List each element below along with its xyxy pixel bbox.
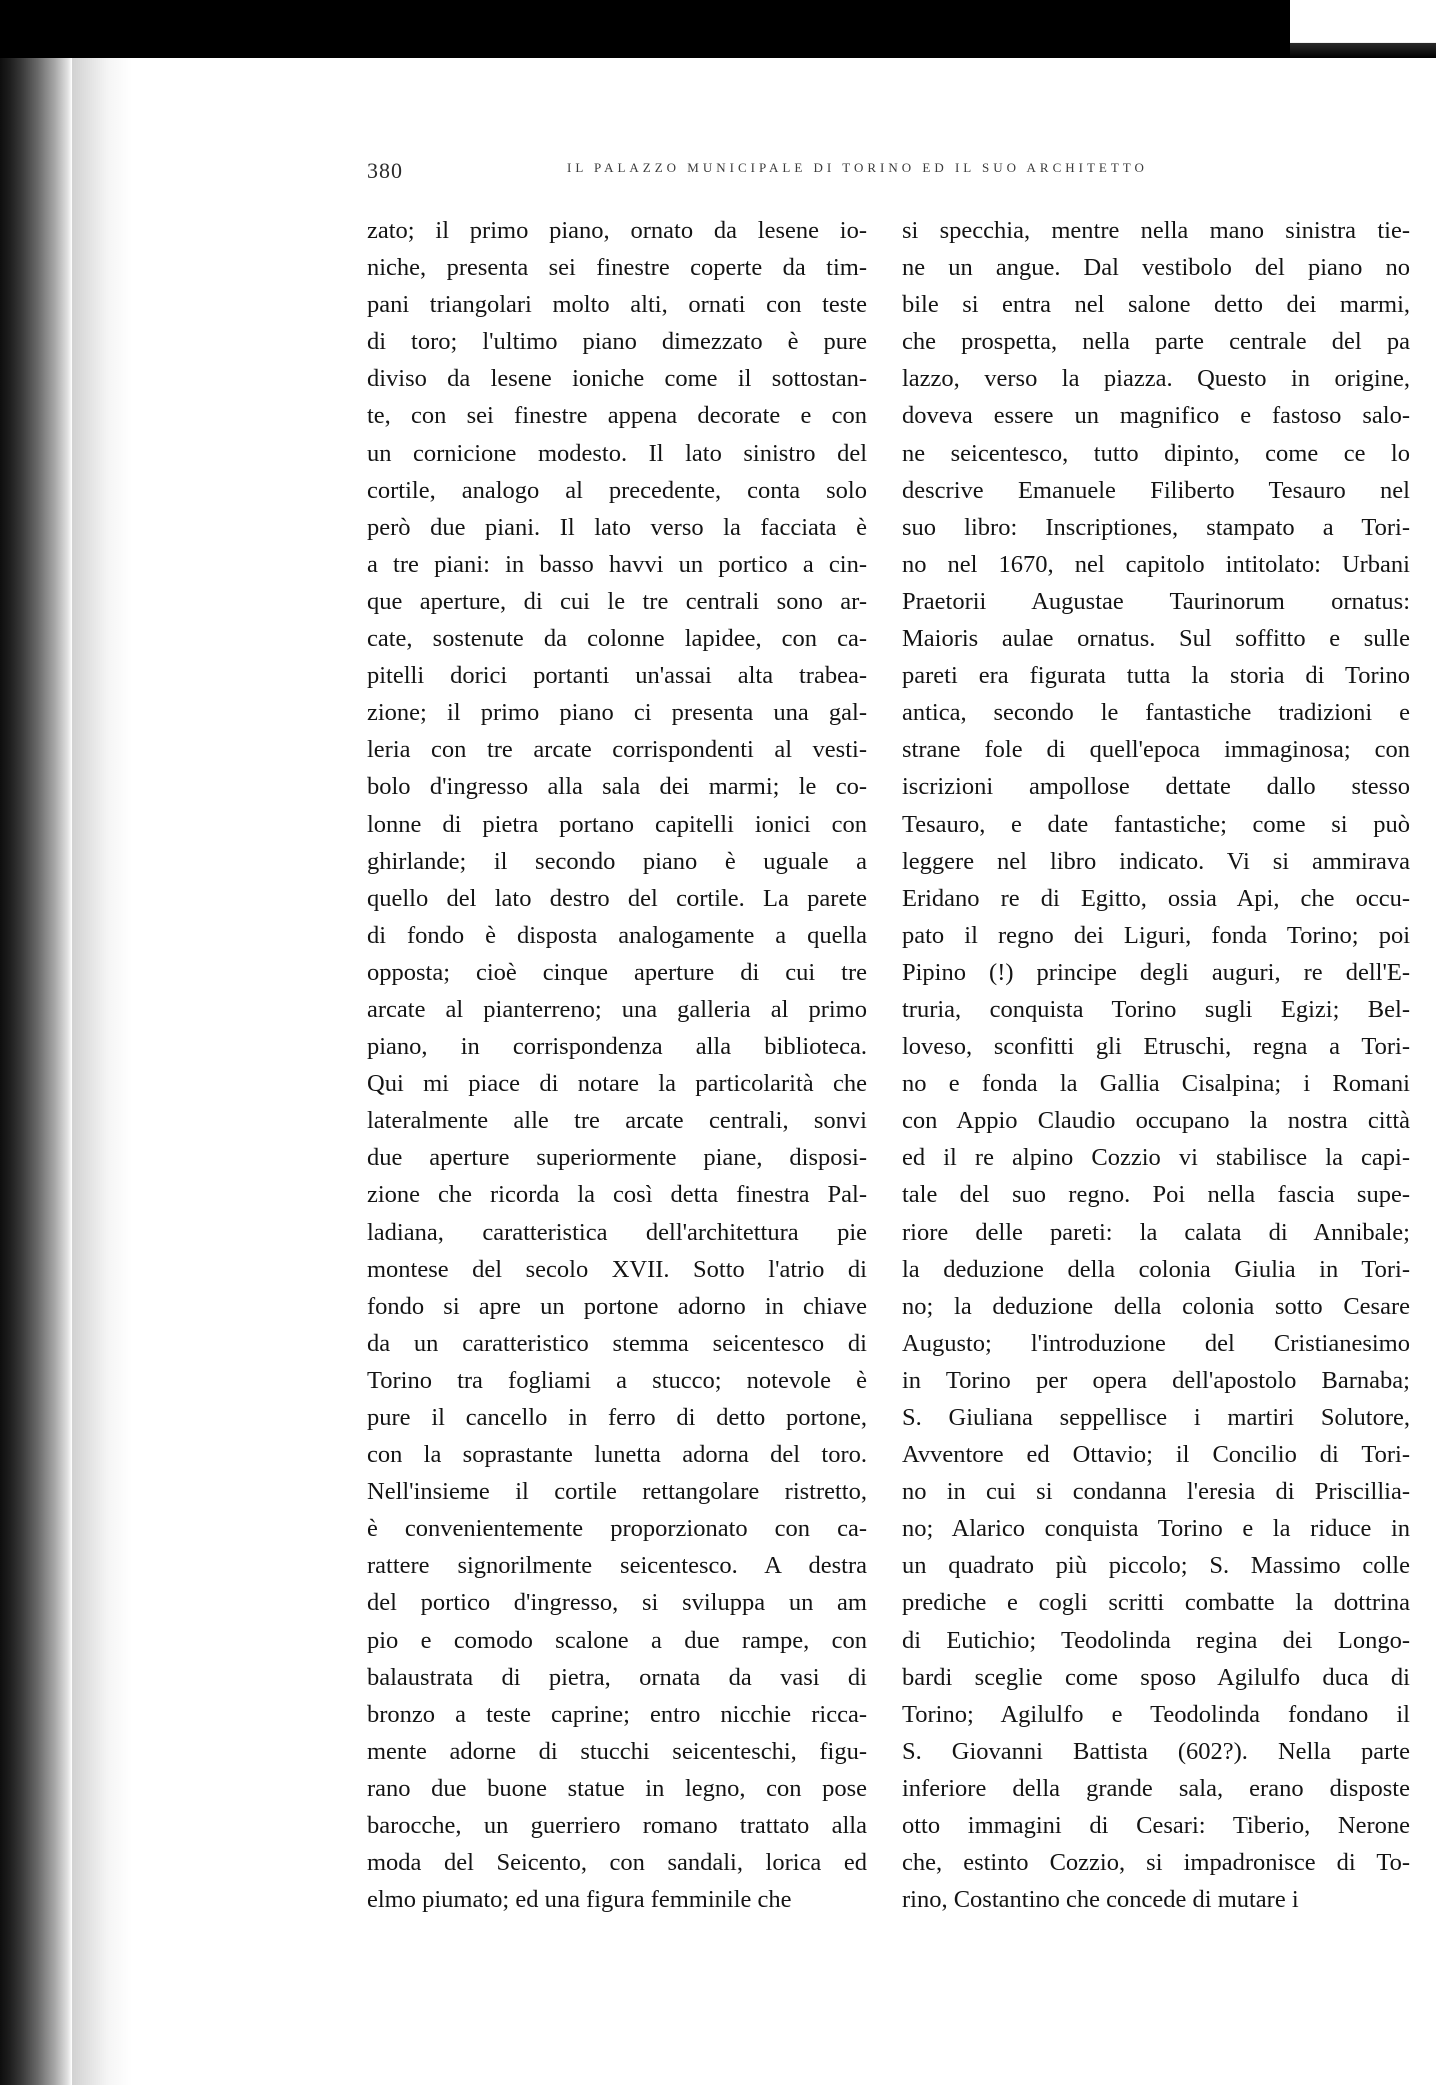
text-line: inferiore della grande sala, erano disposte — [902, 1774, 1410, 1802]
text-line: da un caratteristico stemma seicentesco di — [367, 1329, 867, 1357]
text-line: ne un angue. Dal vestibolo del piano no — [902, 254, 1410, 282]
book-binding-edge — [0, 58, 72, 2085]
text-line: loveso, sconfitti gli Etruschi, regna a Tori- — [902, 1033, 1410, 1061]
text-line: truria, conquista Torino sugli Egizi; Bel- — [902, 995, 1410, 1023]
text-line: montese del secolo XVII. Sotto l'atrio di — [367, 1255, 867, 1283]
text-line: quello del lato destro del cortile. La parete — [367, 884, 867, 912]
text-column-left — [367, 212, 867, 1918]
text-line: iscrizioni ampollose dettate dallo stesso — [902, 773, 1410, 801]
text-line: no nel 1670, nel capitolo intitolato: Urbani — [902, 550, 1410, 578]
text-line: Torino tra fogliami a stucco; notevole è — [367, 1366, 867, 1394]
text-line: otto immagini di Cesari: Tiberio, Nerone — [902, 1812, 1410, 1840]
text-line: balaustrata di pietra, ornata da vasi di — [367, 1663, 867, 1691]
text-line: pio e comodo scalone a due rampe, con — [367, 1626, 867, 1654]
text-line: Augusto; l'introduzione del Cristianesimo — [902, 1329, 1410, 1357]
scan-border-top — [0, 0, 1290, 58]
text-line: piano, in corrispondenza alla biblioteca. — [367, 1033, 867, 1061]
text-line: no e fonda la Gallia Cisalpina; i Romani — [902, 1070, 1410, 1098]
text-line: a tre piani: in basso havvi un portico a cin- — [367, 550, 867, 578]
scan-border-top-edge — [1290, 24, 1436, 58]
text-line: leggere nel libro indicato. Vi si ammirava — [902, 847, 1410, 875]
text-line: pani triangolari molto alti, ornati con teste — [367, 291, 867, 319]
page-number: 380 — [367, 158, 403, 183]
text-line: Praetorii Augustae Taurinorum ornatus: — [902, 587, 1410, 615]
text-column-right — [902, 212, 1410, 1918]
text-line: pato il regno dei Liguri, fonda Torino; poi — [902, 921, 1410, 949]
text-line: con la soprastante lunetta adorna del toro. — [367, 1441, 867, 1469]
text-line: no; la deduzione della colonia sotto Cesare — [902, 1292, 1410, 1320]
text-line: rattere signorilmente seicentesco. A destra — [367, 1552, 867, 1580]
text-line: però due piani. Il lato verso la facciata è — [367, 513, 867, 541]
text-line: Torino; Agilulfo e Teodolinda fondano il — [902, 1700, 1410, 1728]
text-line: moda del Seicento, con sandali, lorica ed — [367, 1849, 867, 1877]
text-line: un cornicione modesto. Il lato sinistro del — [367, 439, 867, 467]
text-line: strane fole di quell'epoca immaginosa; con — [902, 736, 1410, 764]
text-line: è convenientemente proporzionato con ca- — [367, 1515, 867, 1543]
text-line: leria con tre arcate corrispondenti al vesti- — [367, 736, 867, 764]
text-line: elmo piumato; ed una figura femminile che — [367, 1886, 792, 1914]
text-line: due aperture superiormente piane, disposi- — [367, 1144, 867, 1172]
text-line: te, con sei finestre appena decorate e con — [367, 402, 867, 430]
text-line: un quadrato più piccolo; S. Massimo colle — [902, 1552, 1410, 1580]
text-line: ladiana, caratteristica dell'architettura pie — [367, 1218, 867, 1246]
text-line: mente adorne di stucchi seicenteschi, figu- — [367, 1737, 867, 1765]
text-line: zione; il primo piano ci presenta una gal- — [367, 699, 867, 727]
text-line: che prospetta, nella parte centrale del pa — [902, 328, 1410, 356]
text-line: S. Giuliana seppellisce i martiri Solutore, — [902, 1404, 1410, 1431]
text-line: descrive Emanuele Filiberto Tesauro nel — [902, 476, 1410, 504]
text-line: in Torino per opera dell'apostolo Barnaba; — [902, 1366, 1410, 1394]
text-line: rano due buone statue in legno, con pose — [367, 1774, 867, 1802]
text-line: lateralmente alle tre arcate centrali, sonvi — [367, 1107, 867, 1135]
running-head: IL PALAZZO MUNICIPALE DI TORINO ED IL SUO ARCHITETTO — [567, 160, 1148, 175]
text-line: pure il cancello in ferro di detto portone, — [367, 1404, 867, 1431]
text-line: con Appio Claudio occupano la nostra città — [902, 1107, 1410, 1135]
text-line: zato; il primo piano, ornato da lesene io- — [367, 217, 867, 244]
text-line: si specchia, mentre nella mano sinistra tie- — [902, 217, 1410, 244]
text-line: riore delle pareti: la calata di Annibale; — [902, 1218, 1410, 1246]
text-line: Avventore ed Ottavio; il Concilio di Tori- — [902, 1441, 1410, 1469]
text-line: prediche e cogli scritti combatte la dottrina — [902, 1589, 1410, 1617]
text-line: que aperture, di cui le tre centrali sono ar- — [367, 587, 867, 615]
text-line: Tesauro, e date fantastiche; come si può — [902, 810, 1410, 838]
text-line: cortile, analogo al precedente, conta solo — [367, 476, 867, 504]
text-line: arcate al pianterreno; una galleria al primo — [367, 995, 867, 1023]
text-line: pitelli dorici portanti un'assai alta trabea- — [367, 662, 867, 690]
text-line: pareti era figurata tutta la storia di Torino — [902, 662, 1410, 690]
text-line: di fondo è disposta analogamente a quella — [367, 921, 867, 949]
text-line: bronzo a teste caprine; entro nicchie ricca- — [367, 1700, 867, 1728]
text-line: lonne di pietra portano capitelli ionici con — [367, 810, 867, 838]
text-line: zione che ricorda la così detta finestra Pal- — [367, 1181, 867, 1209]
text-line: suo libro: Inscriptiones, stampato a Tori- — [902, 513, 1410, 541]
text-line: fondo si apre un portone adorno in chiave — [367, 1292, 867, 1320]
text-line: bile si entra nel salone detto dei marmi, — [902, 291, 1410, 319]
text-line: che, estinto Cozzio, si impadronisce di To- — [902, 1849, 1410, 1877]
text-line: tale del suo regno. Poi nella fascia supe- — [902, 1181, 1410, 1209]
text-line: la deduzione della colonia Giulia in Tori- — [902, 1255, 1410, 1283]
text-line: antica, secondo le fantastiche tradizioni e — [902, 699, 1410, 727]
text-line: diviso da lesene ioniche come il sottostan- — [367, 365, 867, 393]
page-header — [367, 158, 1427, 182]
text-line: Maioris aulae ornatus. Sul soffitto e sulle — [902, 625, 1410, 653]
text-line: opposta; cioè cinque aperture di cui tre — [367, 958, 867, 986]
text-line: ne seicentesco, tutto dipinto, come ce lo — [902, 439, 1410, 467]
text-line: ghirlande; il secondo piano è uguale a — [367, 847, 867, 875]
text-line: barocche, un guerriero romano trattato alla — [367, 1812, 867, 1840]
text-line: del portico d'ingresso, si sviluppa un am — [367, 1589, 867, 1617]
text-line: di Eutichio; Teodolinda regina dei Longo- — [902, 1626, 1410, 1654]
text-line: bardi sceglie come sposo Agilulfo duca di — [902, 1663, 1410, 1691]
text-line: rino, Costantino che concede di mutare i — [902, 1886, 1299, 1914]
text-line: no in cui si condanna l'eresia di Priscillia- — [902, 1478, 1410, 1506]
text-line: Qui mi piace di notare la particolarità che — [367, 1070, 867, 1098]
text-line: doveva essere un magnifico e fastoso salo- — [902, 402, 1410, 430]
text-line: Eridano re di Egitto, ossia Api, che occu- — [902, 884, 1410, 912]
text-line: di toro; l'ultimo piano dimezzato è pure — [367, 328, 867, 356]
text-line: cate, sostenute da colonne lapidee, con ca- — [367, 625, 867, 653]
binding-shadow — [72, 58, 132, 2085]
text-line: ed il re alpino Cozzio vi stabilisce la capi- — [902, 1144, 1410, 1172]
text-line: lazzo, verso la piazza. Questo in origine, — [902, 365, 1410, 393]
text-line: Pipino (!) principe degli auguri, re dell'E- — [902, 958, 1410, 986]
text-line: niche, presenta sei finestre coperte da tim- — [367, 254, 867, 282]
text-line: bolo d'ingresso alla sala dei marmi; le co- — [367, 773, 867, 801]
text-line: S. Giovanni Battista (602?). Nella parte — [902, 1737, 1410, 1765]
text-line: Nell'insieme il cortile rettangolare ristretto, — [367, 1478, 867, 1506]
text-line: no; Alarico conquista Torino e la riduce in — [902, 1515, 1410, 1543]
